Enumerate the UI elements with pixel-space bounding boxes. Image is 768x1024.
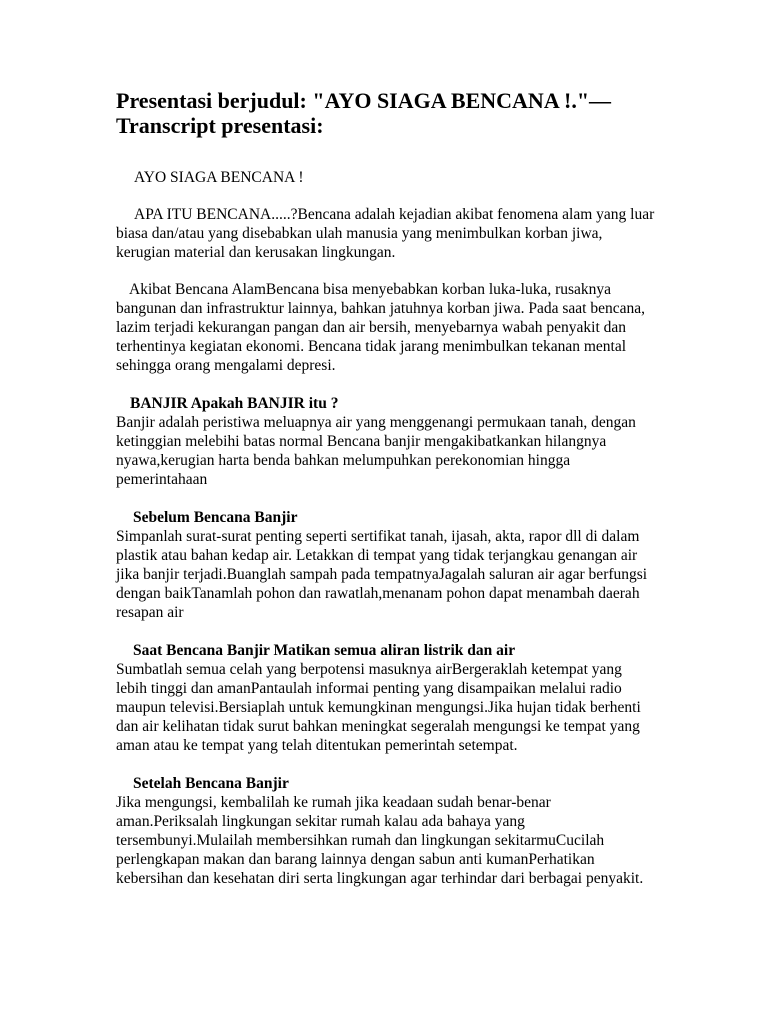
document-title: Presentasi berjudul: "AYO SIAGA BENCANA !."— Transcript presentasi:	[116, 88, 612, 138]
section-setelah-banjir	[116, 774, 656, 888]
section-body-sebelum-banjir: Simpanlah surat-surat penting seperti sertifikat tanah, ijasah, akta, rapor dll di dalam plastik atau bahan kedap air. Letakkan di tempat yang tidak terjangkau genangan air jika banjir terjadi.Buanglah sampah pada tempatnyaJagalah saluran air agar berfungsi dengan baikTanamlah pohon dan rawatlah,menanam pohon dapat menambah daerah resapan air	[116, 528, 648, 621]
section-saat-banjir	[116, 641, 656, 755]
section-body-saat-banjir: Sumbatlah semua celah yang berpotensi masuknya airBergeraklah ketempat yang lebih tinggi dan amanPantaulah informai penting yang disampaikan melalui radio maupun televisi.Bersiaplah untuk kemungkinan mengungsi.Jika hujan tidak berhenti dan air kelihatan tidak surut bahkan meningkat segeralah mengungsi ke tempat yang aman atau ke tempat yang telah ditentukan pemerintah setempat.	[116, 661, 641, 754]
section-heading-banjir: BANJIR Apakah BANJIR itu ?	[130, 395, 339, 412]
section-body-setelah-banjir: Jika mengungsi, kembalilah ke rumah jika keadaan sudah benar-benar aman.Periksalah lingkungan sekitar rumah kalau ada bahaya yang tersembunyi.Mulailah membersihkan rumah dan lingkungan sekitarmuCucilah perlengkapan makan dan barang lainnya dengan sabun anti kumanPerhatikan kebersihan dan kesehatan diri serta lingkungan agar terhindar dari berbagai penyakit.	[116, 794, 644, 887]
section-body-banjir: Banjir adalah peristiwa meluapnya air yang menggenangi permukaan tanah, dengan ketinggian melebihi batas normal Bencana banjir mengakibatkankan hilangnya nyawa,kerugian harta benda bahkan melumpuhkan perekonomian hingga pemerintahaan	[116, 414, 636, 488]
section-heading-sebelum-banjir: Sebelum Bencana Banjir	[133, 509, 298, 526]
section-heading-saat-banjir: Saat Bencana Banjir Matikan semua aliran listrik dan air	[133, 642, 516, 659]
document-page	[116, 88, 656, 888]
slide-title: AYO SIAGA BENCANA !	[134, 169, 304, 186]
paragraph-akibat-bencana: Akibat Bencana AlamBencana bisa menyebabkan korban luka-luka, rusaknya bangunan dan infrastruktur lainnya, bahkan jatuhnya korban jiwa. Pada saat bencana, lazim terjadi kekurangan pangan dan air bersih, menyebarnya wabah penyakit dan terhentinya kegiatan ekonomi. Bencana tidak jarang menimbulkan tekanan mental sehingga orang mengalami depresi.	[116, 281, 645, 374]
section-heading-setelah-banjir: Setelah Bencana Banjir	[133, 775, 289, 792]
section-banjir	[116, 394, 656, 489]
paragraph-apa-itu-bencana: APA ITU BENCANA.....?Bencana adalah kejadian akibat fenomena alam yang luar biasa dan/atau yang disebabkan ulah manusia yang menimbulkan korban jiwa, kerugian material dan kerusakan lingkungan.	[116, 206, 655, 261]
section-sebelum-banjir	[116, 508, 656, 622]
